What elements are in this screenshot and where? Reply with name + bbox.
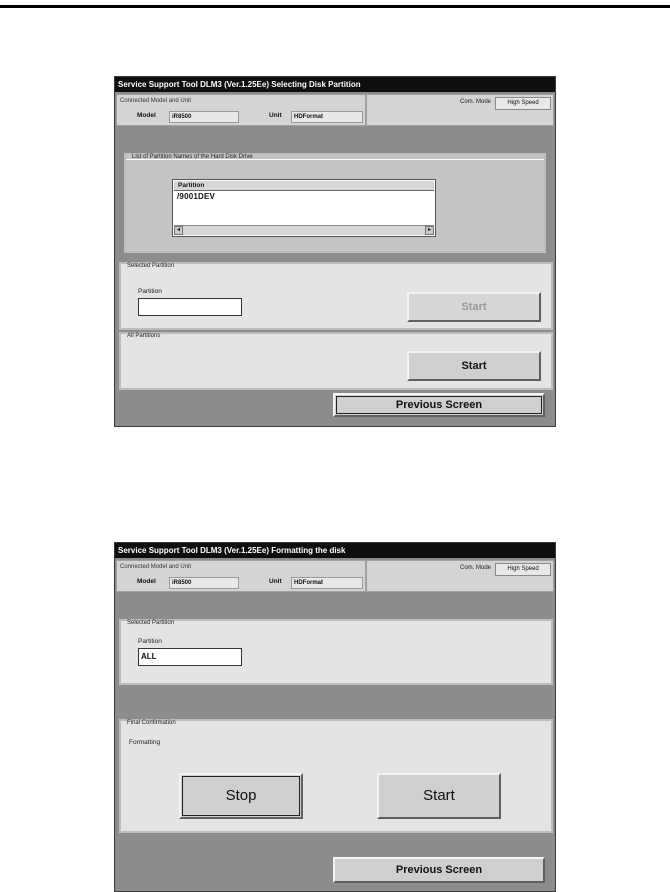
all-partitions-title: All Partitions xyxy=(127,333,161,339)
start-button[interactable]: Start xyxy=(377,773,501,819)
model-unit-row xyxy=(117,577,365,589)
status-text: Formatting xyxy=(129,739,161,746)
model-value: iR8500 xyxy=(169,111,239,123)
stop-button[interactable]: Stop xyxy=(179,773,303,819)
unit-label: Unit xyxy=(269,578,282,585)
partition-list-header[interactable]: Partition xyxy=(174,181,434,191)
scroll-left-icon[interactable]: ◂ xyxy=(174,226,183,235)
selected-partition-title: Selected Partition xyxy=(127,263,175,269)
selecting-disk-partition-window xyxy=(114,76,556,427)
partition-input[interactable]: ALL xyxy=(138,648,242,666)
comm-mode-value: High Speed xyxy=(495,563,551,576)
model-value: iR8500 xyxy=(169,577,239,589)
connected-model-title: Connected Model and Unit xyxy=(120,98,192,104)
selected-partition-title: Selected Partition xyxy=(127,620,175,626)
horizontal-scrollbar[interactable] xyxy=(174,225,434,235)
scroll-right-icon[interactable]: ▸ xyxy=(425,226,434,235)
comm-mode-label: Com. Mode xyxy=(459,99,491,105)
final-confirmation-group xyxy=(119,719,553,833)
comm-mode-area xyxy=(366,560,554,592)
window-title-bar: Service Support Tool DLM3 (Ver.1.25Ee) Formatting the disk xyxy=(115,543,555,558)
unit-value: HDFormat xyxy=(291,111,363,123)
partition-label: Partition xyxy=(138,288,162,295)
unit-label: Unit xyxy=(269,112,282,119)
connected-model-panel xyxy=(116,94,366,126)
final-confirmation-title: Final Confirmation xyxy=(127,720,176,726)
previous-screen-button[interactable]: Previous Screen xyxy=(333,857,545,883)
previous-screen-button[interactable]: Previous Screen xyxy=(333,393,545,417)
comm-mode-value: High Speed xyxy=(495,97,551,110)
partition-list-title: List of Partition Names of the Hard Disk Drive xyxy=(132,154,253,160)
model-label: Model xyxy=(137,112,156,119)
partition-label: Partition xyxy=(138,638,162,645)
partition-list-group xyxy=(124,153,546,253)
model-label: Model xyxy=(137,578,156,585)
model-unit-row xyxy=(117,111,365,123)
unit-value: HDFormat xyxy=(291,577,363,589)
list-item[interactable]: /9001DEV xyxy=(177,192,216,201)
comm-mode-area xyxy=(366,94,554,126)
selected-partition-group xyxy=(119,619,553,685)
formatting-disk-window xyxy=(114,542,556,892)
page-top-rule xyxy=(0,5,670,8)
selected-partition-group xyxy=(119,262,553,330)
partition-input[interactable] xyxy=(138,298,242,316)
window-title-bar: Service Support Tool DLM3 (Ver.1.25Ee) Selecting Disk Partition xyxy=(115,77,555,92)
all-partitions-group xyxy=(119,332,553,390)
selected-start-button[interactable]: Start xyxy=(407,292,541,322)
all-start-button[interactable]: Start xyxy=(407,351,541,381)
connected-model-title: Connected Model and Unit xyxy=(120,564,192,570)
comm-mode-label: Com. Mode xyxy=(459,565,491,571)
partition-list[interactable] xyxy=(172,179,436,237)
connected-model-panel xyxy=(116,560,366,592)
